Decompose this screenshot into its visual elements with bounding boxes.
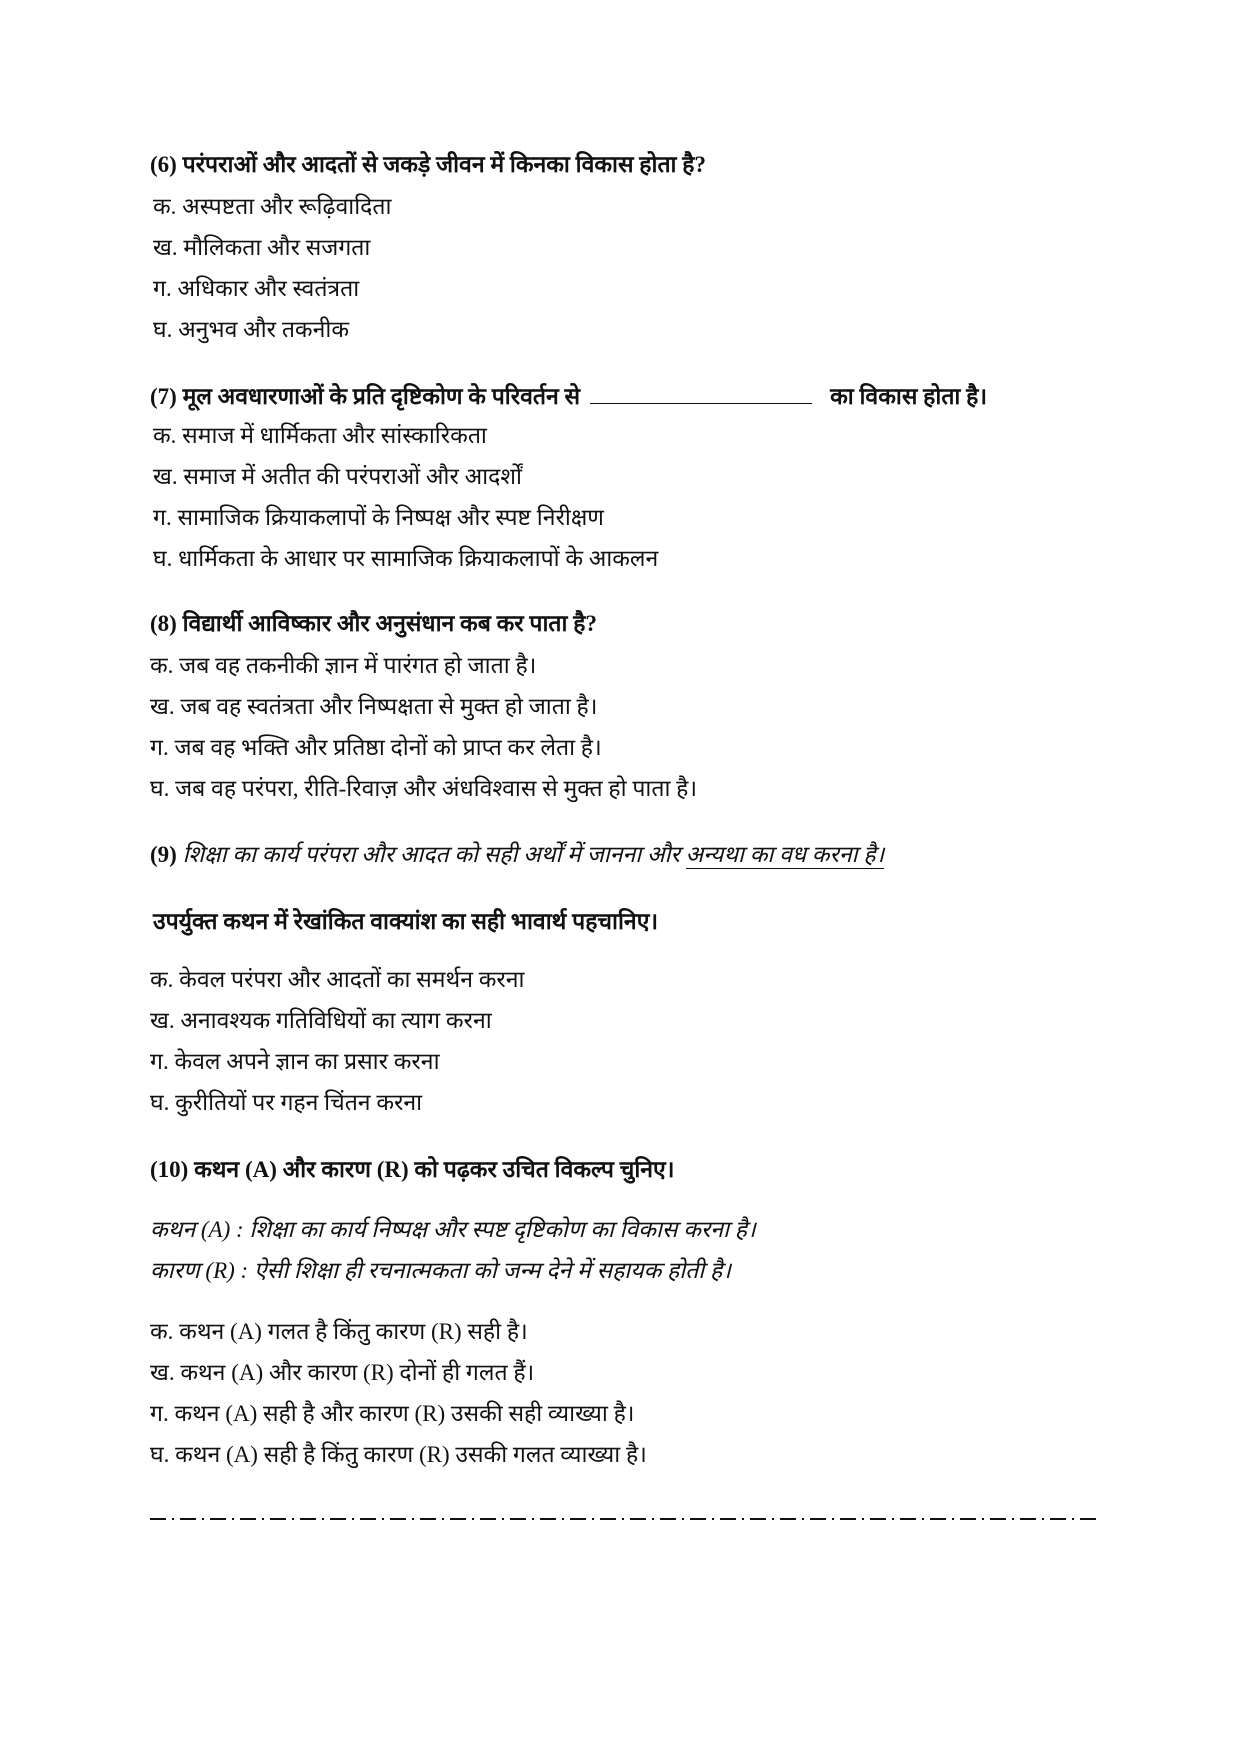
q9-number: (9) (150, 842, 177, 867)
q6-option-d: घ. अनुभव और तकनीक (153, 317, 349, 342)
q8-option-b: ख. जब वह स्वतंत्रता और निष्पक्षता से मुक्त हो जाता है। (150, 694, 598, 719)
q7-text-part2: का विकास होता है। (830, 384, 988, 409)
q7-option-c: ग. सामाजिक क्रियाकलापों के निष्पक्ष और स्पष्ट निरीक्षण (153, 505, 604, 530)
q9-instruction: उपर्युक्त कथन में रेखांकित वाक्यांश का सही भावार्थ पहचानिए। (153, 909, 659, 934)
section-divider (150, 1518, 1100, 1520)
q7-option-d: घ. धार्मिकता के आधार पर सामाजिक क्रियाकलापों के आकलन (153, 546, 659, 571)
q10-assertion: कथन (A) : शिक्षा का कार्य निष्पक्ष और स्पष्ट दृष्टिकोण का विकास करना है। (150, 1217, 756, 1242)
q6-option-b: ख. मौलिकता और सजगता (153, 235, 371, 260)
q10-option-d: घ. कथन (A) सही है किंतु कारण (R) उसकी गलत व्याख्या है। (150, 1442, 647, 1467)
q10-option-a: क. कथन (A) गलत है किंतु कारण (R) सही है। (150, 1319, 528, 1344)
q10-option-b: ख. कथन (A) और कारण (R) दोनों ही गलत हैं। (150, 1360, 535, 1385)
q8-option-a: क. जब वह तकनीकी ज्ञान में पारंगत हो जाता है। (150, 653, 537, 678)
q6-option-c: ग. अधिकार और स्वतंत्रता (153, 276, 360, 301)
q9-underlined-phrase: अन्यथा का वध करना है। (685, 842, 885, 867)
question-10: (10) कथन (A) और कारण (R) को पढ़कर उचित विकल्प चुनिए। (150, 1157, 675, 1182)
q6-option-a: क. अस्पष्टता और रूढ़िवादिता (153, 194, 392, 219)
q8-option-c: ग. जब वह भक्ति और प्रतिष्ठा दोनों को प्राप्त कर लेता है। (150, 735, 602, 760)
q8-option-d: घ. जब वह परंपरा, रीति-रिवाज़ और अंधविश्वास से मुक्त हो पाता है। (150, 776, 698, 801)
question-7 (150, 381, 987, 412)
q7-option-a: क. समाज में धार्मिकता और सांस्कारिकता (153, 423, 487, 448)
q10-option-c: ग. कथन (A) सही है और कारण (R) उसकी सही व्याख्या है। (150, 1401, 635, 1426)
fill-blank (590, 381, 812, 404)
q10-reason: कारण (R) : ऐसी शिक्षा ही रचनात्मकता को जन्म देने में सहायक होती है। (150, 1258, 731, 1283)
q7-text-part1: (7) मूल अवधारणाओं के प्रति दृष्टिकोण के परिवर्तन से (150, 384, 581, 409)
q9-option-d: घ. कुरीतियों पर गहन चिंतन करना (150, 1090, 423, 1115)
question-6: (6) परंपराओं और आदतों से जकड़े जीवन में किनका विकास होता है? (150, 152, 706, 177)
question-9 (150, 840, 884, 870)
q9-statement: शिक्षा का कार्य परंपरा और आदत को सही अर्थों में जानना और (182, 842, 680, 867)
question-8: (8) विद्यार्थी आविष्कार और अनुसंधान कब कर पाता है? (150, 611, 597, 636)
q7-option-b: ख. समाज में अतीत की परंपराओं और आदर्शों (153, 464, 522, 489)
q9-option-c: ग. केवल अपने ज्ञान का प्रसार करना (150, 1049, 440, 1074)
q9-option-a: क. केवल परंपरा और आदतों का समर्थन करना (150, 967, 525, 992)
q9-option-b: ख. अनावश्यक गतिविधियों का त्याग करना (150, 1008, 492, 1033)
